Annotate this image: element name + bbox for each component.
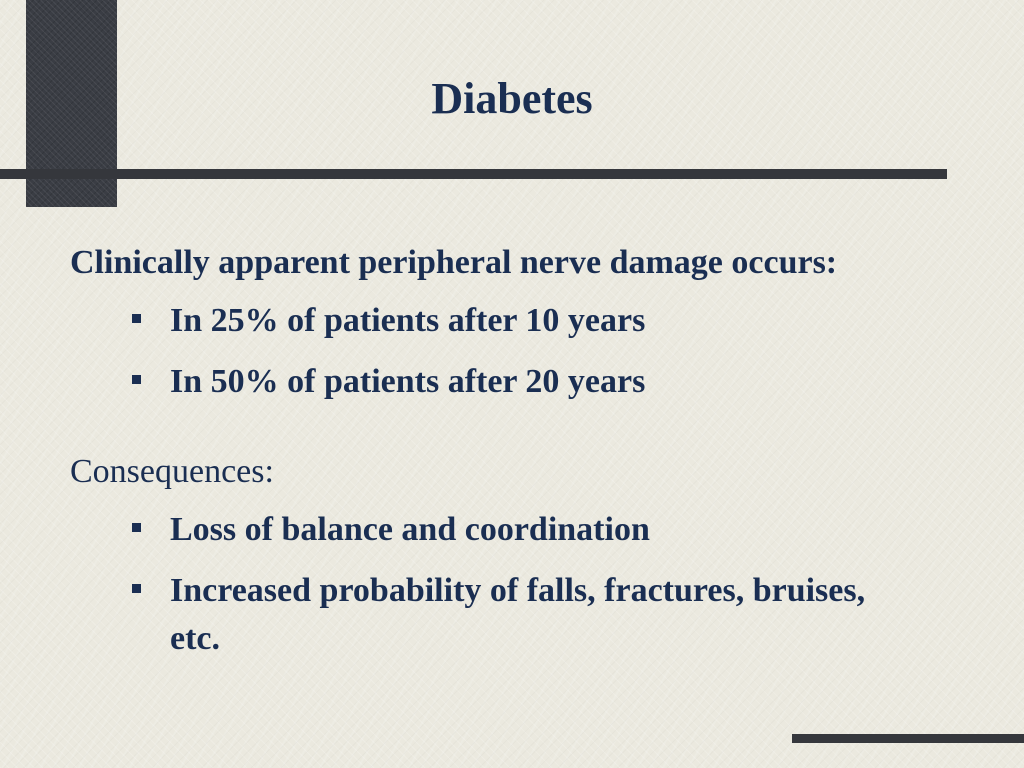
bullet-text: In 50% of patients after 20 years [170, 363, 646, 400]
bullet-list-consequences [70, 506, 990, 663]
list-item [132, 506, 990, 554]
slide-body [70, 238, 990, 676]
square-bullet-icon [132, 584, 141, 593]
list-item [132, 567, 870, 663]
bullet-list-nerve-damage [70, 297, 990, 406]
bullet-text: Increased probability of falls, fractures, bruises, etc. [170, 572, 866, 657]
list-item [132, 358, 990, 406]
section-heading-nerve-damage: Clinically apparent peripheral nerve damage occurs: [70, 244, 838, 281]
section-heading-consequences: Consequences: [70, 453, 274, 490]
bullet-text: In 25% of patients after 10 years [170, 302, 646, 339]
square-bullet-icon [132, 523, 141, 532]
bullet-text: Loss of balance and coordination [170, 511, 650, 548]
square-bullet-icon [132, 314, 141, 323]
list-item [132, 297, 990, 345]
slide-title: Diabetes [431, 74, 593, 123]
title-divider-rule [0, 169, 947, 179]
square-bullet-icon [132, 375, 141, 384]
bottom-divider-rule [792, 734, 1024, 743]
